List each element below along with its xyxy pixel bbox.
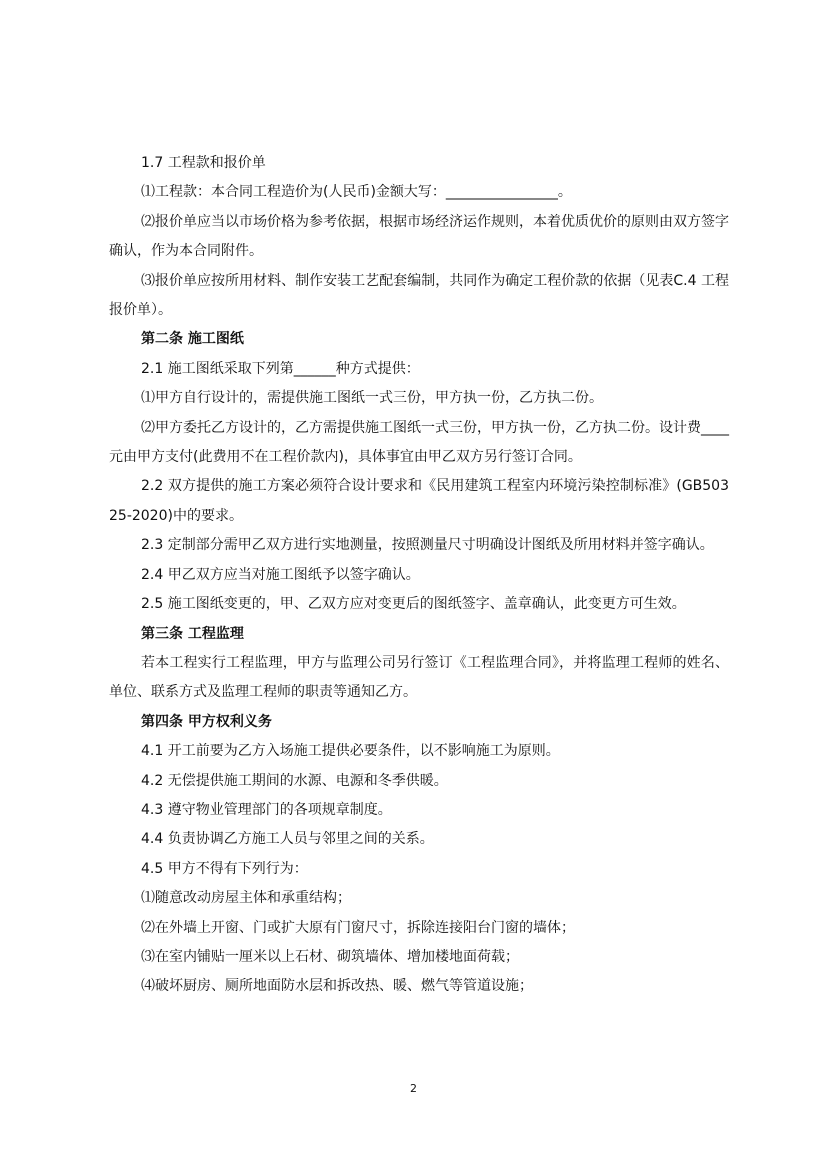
clause-2-1-item-2: ⑵甲方委托乙方设计的，乙方需提供施工图纸一式三份，甲方执一份，乙方执二份。设计费____元由甲方支付(此费用不在工程价款内)，具体事宜由甲乙双方另行签订合同。 xyxy=(109,419,729,466)
clause-4-2: 4.2 无偿提供施工期间的水源、电源和冬季供暖。 xyxy=(141,772,448,789)
document-body xyxy=(109,149,729,1002)
clause-4-5-item-1: ⑴随意改动房屋主体和承重结构； xyxy=(141,890,351,907)
clause-1-7-item-1: ⑴工程款：本合同工程造价为(人民币)金额大写：________________。 xyxy=(141,184,572,201)
clause-2-2: 2.2 双方提供的施工方案必须符合设计要求和《民用建筑工程室内环境污染控制标准》(GB50325-2020)中的要求。 xyxy=(109,478,729,524)
clause-4-5-item-4: ⑷破坏厨房、厕所地面防水层和拆改热、暖、燃气等管道设施； xyxy=(141,978,533,995)
clause-2-1-item-1: ⑴甲方自行设计的，需提供施工图纸一式三份，甲方执一份，乙方执二份。 xyxy=(141,390,603,407)
clause-2-4: 2.4 甲乙双方应当对施工图纸予以签字确认。 xyxy=(141,566,420,583)
clause-4-1: 4.1 开工前要为乙方入场施工提供必要条件，以不影响施工为原则。 xyxy=(141,743,560,760)
clause-1-7-item-3: ⑶报价单应按所用材料、制作安装工艺配套编制，共同作为确定工程价款的依据（见表C.4 工程报价单）。 xyxy=(109,272,729,319)
clause-2-3: 2.3 定制部分需甲乙双方进行实地测量，按照测量尺寸明确设计图纸及所用材料并签字确认。 xyxy=(141,537,714,554)
clause-4-5-item-3: ⑶在室内铺贴一厘米以上石材、砌筑墙体、增加楼地面荷载； xyxy=(141,948,519,965)
clause-2-5: 2.5 施工图纸变更的，甲、乙双方应对变更后的图纸签字、盖章确认，此变更方可生效。 xyxy=(141,596,686,613)
clause-1-7-item-2: ⑵报价单应当以市场价格为参考依据，根据市场经济运作规则，本着优质优价的原则由双方签字确认，作为本合同附件。 xyxy=(109,213,729,260)
clause-2-1: 2.1 施工图纸采取下列第______种方式提供： xyxy=(141,360,420,377)
article-3-body: 若本工程实行工程监理，甲方与监理公司另行签订《工程监理合同》，并将监理工程师的姓名、单位、联系方式及监理工程师的职责等通知乙方。 xyxy=(109,654,729,701)
article-2-heading: 第二条 施工图纸 xyxy=(141,331,244,348)
article-3-heading: 第三条 工程监理 xyxy=(141,625,244,642)
clause-4-5-item-2: ⑵在外墙上开窗、门或扩大原有门窗尺寸，拆除连接阳台门窗的墙体； xyxy=(141,919,575,936)
article-4-heading: 第四条 甲方权利义务 xyxy=(141,713,272,730)
clause-4-3: 4.3 遵守物业管理部门的各项规章制度。 xyxy=(141,801,392,818)
page-number: 2 xyxy=(410,1082,417,1095)
clause-4-5: 4.5 甲方不得有下列行为： xyxy=(141,860,308,877)
clause-1-7-title: 1.7 工程款和报价单 xyxy=(141,155,266,171)
clause-4-4: 4.4 负责协调乙方施工人员与邻里之间的关系。 xyxy=(141,831,434,848)
